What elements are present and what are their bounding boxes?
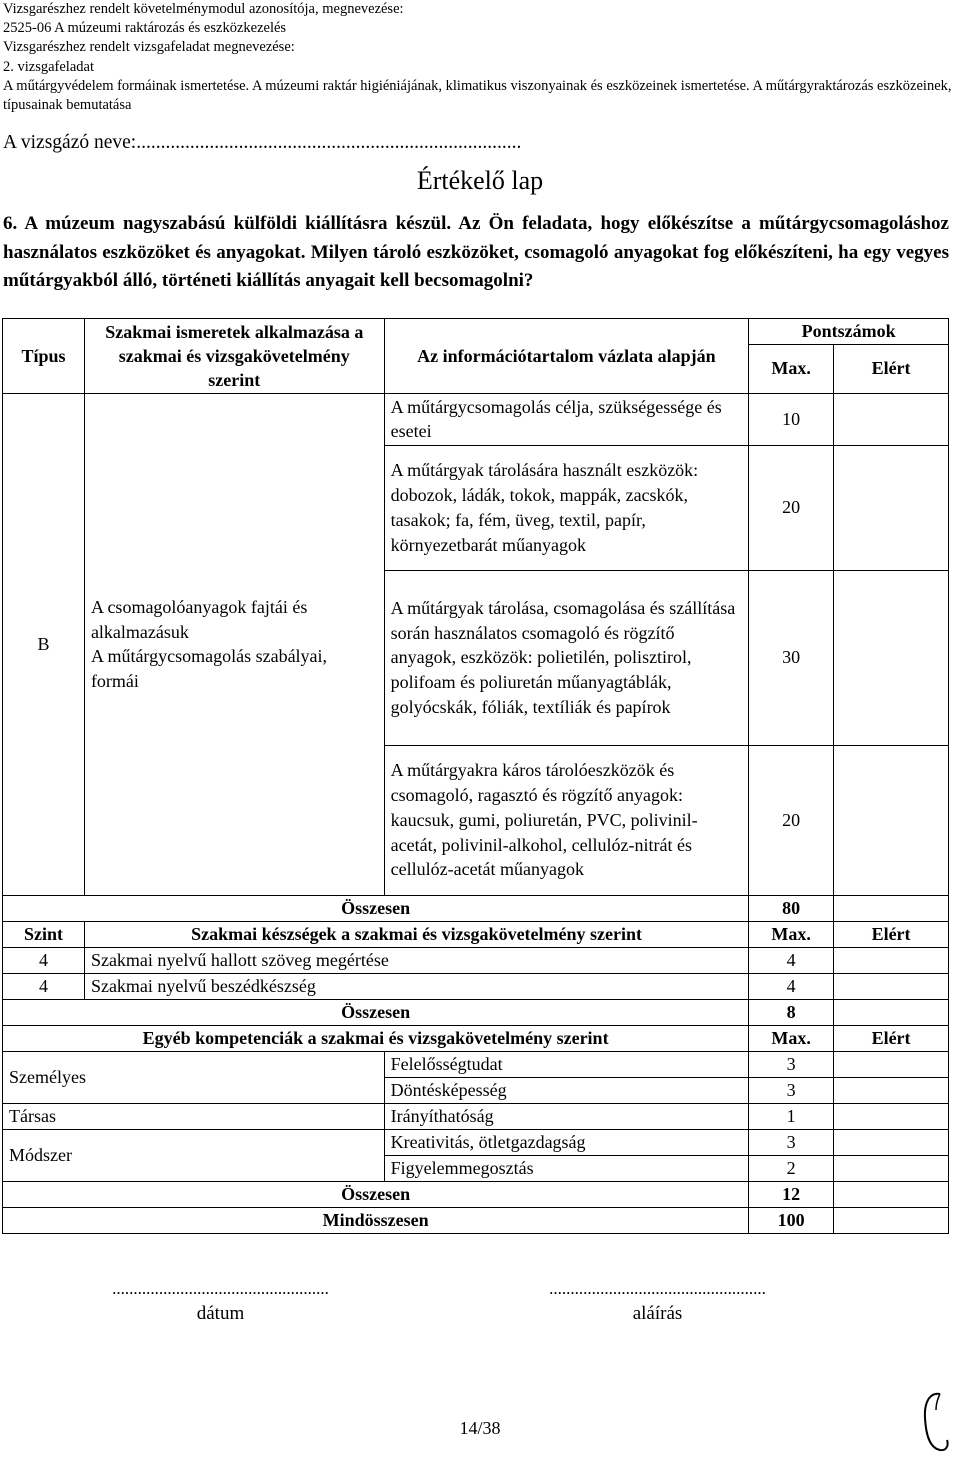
competency-achieved[interactable] <box>834 1051 949 1077</box>
knowledge-item: A műtárgycsomagolás szabályai, formái <box>90 646 328 692</box>
header-achieved: Elért <box>834 344 949 393</box>
skill-level: 4 <box>3 973 85 999</box>
competency-name: Döntésképesség <box>384 1077 749 1103</box>
header-level: Szint <box>3 921 85 947</box>
skill-achieved[interactable] <box>834 947 949 973</box>
subtotal-max: 8 <box>749 999 834 1025</box>
subtotal-achieved[interactable] <box>834 999 949 1025</box>
header-max: Max. <box>749 1025 834 1051</box>
header-max: Max. <box>749 344 834 393</box>
competency-name: Irányíthatóság <box>384 1103 749 1129</box>
grand-total-max: 100 <box>749 1207 834 1233</box>
header-max: Max. <box>749 921 834 947</box>
header-points: Pontszámok <box>749 319 949 345</box>
competency-group: Módszer <box>3 1129 385 1181</box>
info-row-max: 10 <box>749 393 834 445</box>
info-row-max: 20 <box>749 745 834 895</box>
header-module-label: Vizsgarészhez rendelt követelménymodul azonosítója, megnevezése: <box>3 1 404 17</box>
competency-max: 1 <box>749 1103 834 1129</box>
evaluation-table <box>2 318 949 1234</box>
header-tipus: Típus <box>3 319 85 394</box>
candidate-name-field: A vizsgázó neve:............................................................................... <box>3 132 522 153</box>
competency-name: Kreativitás, ötletgazdagság <box>384 1129 749 1155</box>
skill-achieved[interactable] <box>834 973 949 999</box>
info-row-achieved[interactable] <box>834 745 949 895</box>
date-line: ................................................... <box>112 1279 329 1298</box>
header-achieved: Elért <box>834 921 949 947</box>
header-skills: Szakmai készségek a szakmai és vizsgakövetelmény szerint <box>84 921 748 947</box>
competency-max: 2 <box>749 1155 834 1181</box>
knowledge-item: A csomagolóanyagok fajtái és alkalmazásuk <box>90 596 308 642</box>
info-row-text: A műtárgyak tárolása, csomagolása és szállítása során használatos csomagoló és rögzítő anyagok, eszközök: polietilén, polisztirol, polifoam és poliuretán műanyagtáblák, golyócskák, fóliák, textíliák és papírok <box>384 570 749 745</box>
info-row-achieved[interactable] <box>834 393 949 445</box>
header-module-name: 2525-06 A múzeumi raktározás és eszközkezelés <box>3 20 287 37</box>
competency-group: Személyes <box>3 1051 385 1103</box>
subtotal-label: Összesen <box>3 1181 749 1207</box>
skill-max: 4 <box>749 973 834 999</box>
page-title: Értékelő lap <box>416 166 544 195</box>
signature-block <box>525 1279 790 1325</box>
competency-name: Figyelemmegosztás <box>384 1155 749 1181</box>
date-signature-block <box>88 1279 353 1325</box>
skill-name: Szakmai nyelvű beszédkészség <box>84 973 748 999</box>
header-knowledge: Szakmai ismeretek alkalmazása a szakmai és vizsgakövetelmény szerint <box>84 319 384 394</box>
page-number: 14/38 <box>459 1418 501 1438</box>
skill-name: Szakmai nyelvű hallott szöveg megértése <box>84 947 748 973</box>
knowledge-cell <box>84 393 384 895</box>
header-task-description: A műtárgyvédelem formáinak ismertetése. A múzeumi raktár higiéniájának, klimatikus viszonyainak és eszközeinek ismertetése. A műtárgyraktározás eszközeinek, típusainak bemutatása <box>3 77 952 114</box>
handwritten-initial-icon <box>916 1388 956 1458</box>
competency-achieved[interactable] <box>834 1155 949 1181</box>
page-header <box>3 0 953 115</box>
competency-max: 3 <box>749 1077 834 1103</box>
header-achieved: Elért <box>834 1025 949 1051</box>
subtotal-max: 80 <box>749 895 834 921</box>
competency-achieved[interactable] <box>834 1103 949 1129</box>
header-competencies: Egyéb kompetenciák a szakmai és vizsgakövetelmény szerint <box>3 1025 749 1051</box>
competency-group: Társas <box>3 1103 385 1129</box>
subtotal-achieved[interactable] <box>834 1181 949 1207</box>
info-row-text: A műtárgycsomagolás célja, szükségessége és esetei <box>384 393 749 445</box>
task-text: 6. A múzeum nagyszabású külföldi kiállításra készül. Az Ön feladata, hogy előkészítse a műtárgycsomagoláshoz használatos eszközöket és anyagokat. Milyen tároló eszközöket, csomagoló anyagokat fog előkészíteni, ha egy vegyes műtárgyakból álló, történeti kiállítás anyagait kell becsomagolni? <box>3 213 949 291</box>
info-row-max: 30 <box>749 570 834 745</box>
header-task-label: Vizsgarészhez rendelt vizsgafeladat megnevezése: <box>3 39 295 56</box>
info-row-achieved[interactable] <box>834 445 949 570</box>
competency-max: 3 <box>749 1129 834 1155</box>
competency-achieved[interactable] <box>834 1129 949 1155</box>
grand-total-achieved[interactable] <box>834 1207 949 1233</box>
type-cell: B <box>3 393 85 895</box>
skill-max: 4 <box>749 947 834 973</box>
date-label: dátum <box>196 1303 245 1324</box>
header-task-number: 2. vizsgafeladat <box>3 58 94 75</box>
header-info: Az információtartalom vázlata alapján <box>384 319 749 394</box>
competency-name: Felelősségtudat <box>384 1051 749 1077</box>
info-row-text: A műtárgyak tárolására használt eszközök: dobozok, ládák, tokok, mappák, zacskók, tasakok; fa, fém, üveg, textil, papír, környezetbarát műanyagok <box>384 445 749 570</box>
competency-max: 3 <box>749 1051 834 1077</box>
skill-level: 4 <box>3 947 85 973</box>
info-row-text: A műtárgyakra káros tárolóeszközök és csomagoló, ragasztó és rögzítő anyagok: kaucsuk, gumi, poliuretán, PVC, polivinil-acetát, polivinil-alkohol, cellulóz-nitrát és cellulóz-acetát műanyagok <box>384 745 749 895</box>
competency-achieved[interactable] <box>834 1077 949 1103</box>
info-row-max: 20 <box>749 445 834 570</box>
info-row-achieved[interactable] <box>834 570 949 745</box>
subtotal-achieved[interactable] <box>834 895 949 921</box>
signature-line: ................................................... <box>549 1279 766 1298</box>
subtotal-max: 12 <box>749 1181 834 1207</box>
subtotal-label: Összesen <box>3 895 749 921</box>
signature-label: aláírás <box>632 1303 683 1324</box>
subtotal-label: Összesen <box>3 999 749 1025</box>
grand-total-label: Mindösszesen <box>3 1207 749 1233</box>
